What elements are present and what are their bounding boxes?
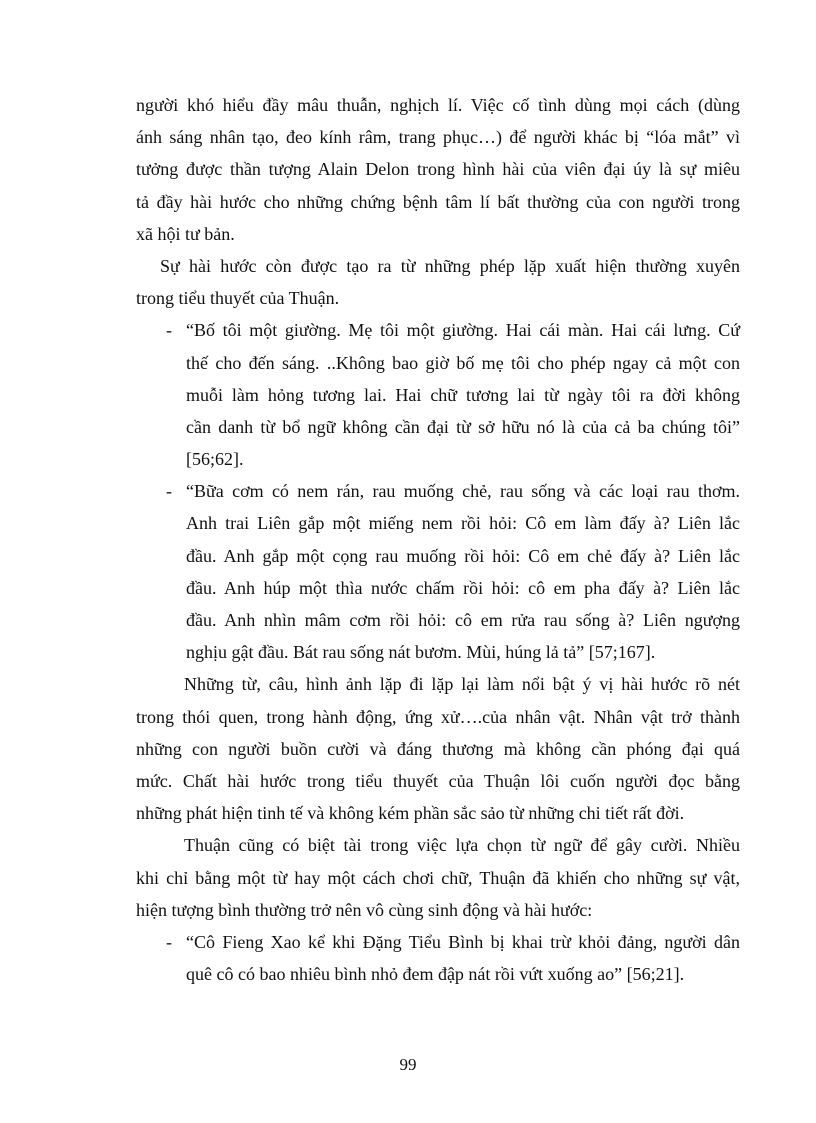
- line-text: đầu. Anh gắp một cọng rau muống rồi hỏi: Cô em chẻ đấy à? Liên lắc: [186, 545, 740, 566]
- line-text: “Bữa cơm có nem rán, rau muống chẻ, rau sống và các loại rau thơm.: [186, 481, 740, 502]
- text-line: [136, 829, 740, 861]
- line-text: quê cô có bao nhiêu bình nhỏ đem đập nát rồi vứt xuống ao” [56;21].: [186, 964, 685, 985]
- line-text: trong thói quen, trong hành động, ứng xử….của nhân vật. Nhân vật trở thành: [136, 706, 740, 727]
- bullet-line: [136, 443, 740, 475]
- bullet-line: [136, 411, 740, 443]
- text-line: [136, 797, 740, 829]
- line-text: đầu. Anh húp một thìa nước chấm rồi hỏi: cô em pha đấy à? Liên lắc: [186, 577, 740, 598]
- line-text: “Cô Fieng Xao kể khi Đặng Tiểu Bình bị khai trừ khỏi đảng, người dân: [186, 931, 740, 952]
- line-text: cần danh từ bổ ngữ không cần đại từ sở hữu nó là của cả ba chúng tôi”: [186, 416, 740, 437]
- bullet-line: [136, 572, 740, 604]
- line-text: người khó hiểu đầy mâu thuẫn, nghịch lí. Việc cố tình dùng mọi cách (dùng: [136, 95, 740, 115]
- page-number: 99: [399, 1055, 417, 1074]
- line-text: Sự hài hước còn được tạo ra từ những phép lặp xuất hiện thường xuyên: [160, 255, 740, 276]
- line-text: thế cho đến sáng. ..Không bao giờ bố mẹ tôi cho phép ngay cả một con: [186, 352, 740, 373]
- bullet-line: [136, 604, 740, 636]
- text-line: [136, 186, 740, 218]
- bullet-line: [136, 636, 740, 668]
- text-line: [136, 668, 740, 700]
- line-text: đầu. Anh nhìn mâm cơm rồi hỏi: cô em rửa rau sống à? Liên ngượng: [186, 610, 740, 630]
- line-text: nghịu gật đầu. Bát rau sống nát bươm. Mùi, húng lả tả” [57;167].: [186, 642, 656, 663]
- text-line: [136, 153, 740, 185]
- text-line: [136, 250, 740, 282]
- bullet-dash: -: [166, 481, 172, 502]
- body-text: [136, 89, 740, 990]
- text-line: [136, 89, 740, 121]
- line-text: hiện tượng bình thường trở nên vô cùng sinh động và hài hước:: [136, 899, 593, 920]
- bullet-line: [136, 347, 740, 379]
- bullet-line: [136, 507, 740, 539]
- text-line: [136, 282, 740, 314]
- line-text: những con người buồn cười và đáng thương mà không cần phóng đại quá: [136, 738, 740, 759]
- line-text: những phát hiện tinh tế và không kém phần sắc sảo từ những chi tiết rất đời.: [136, 803, 685, 824]
- text-line: [136, 121, 740, 153]
- line-text: tả đầy hài hước cho những chứng bệnh tâm lí bất thường của con người trong: [136, 191, 740, 212]
- text-line: [136, 701, 740, 733]
- line-text: muỗi làm hỏng tương lai. Hai chữ tương lai từ ngày tôi ra đời không: [186, 384, 740, 405]
- line-text: mức. Chất hài hước trong tiểu thuyết của Thuận lôi cuốn người đọc bằng: [136, 770, 740, 791]
- bullet-line: [136, 475, 740, 507]
- line-text: tưởng được thần tượng Alain Delon trong hình hài của viên đại úy là sự miêu: [136, 159, 740, 180]
- text-line: [136, 862, 740, 894]
- bullet-line: [136, 926, 740, 958]
- line-text: khi chỉ bằng một từ hay một cách chơi chữ, Thuận đã khiến cho những sự vật,: [136, 867, 740, 888]
- line-text: xã hội tư bản.: [136, 223, 235, 244]
- bullet-line: [136, 540, 740, 572]
- text-line: [136, 218, 740, 250]
- line-text: Thuận cũng có biệt tài trong việc lựa chọn từ ngữ để gây cười. Nhiều: [184, 835, 740, 856]
- line-text: ánh sáng nhân tạo, đeo kính râm, trang phục…) để người khác bị “lóa mắt” vì: [136, 127, 740, 148]
- line-text: [56;62].: [186, 449, 244, 470]
- bullet-line: [136, 314, 740, 346]
- bullet-dash: -: [166, 320, 172, 341]
- text-line: [136, 733, 740, 765]
- line-text: “Bố tôi một giường. Mẹ tôi một giường. Hai cái màn. Hai cái lưng. Cứ: [186, 320, 740, 341]
- bullet-dash: -: [166, 931, 172, 952]
- text-line: [136, 765, 740, 797]
- line-text: Những từ, câu, hình ảnh lặp đi lặp lại làm nổi bật ý vị hài hước rõ nét: [184, 674, 740, 695]
- bullet-line: [136, 958, 740, 990]
- line-text: Anh trai Liên gắp một miếng nem rồi hỏi: Cô em làm đấy à? Liên lắc: [186, 513, 740, 534]
- text-line: [136, 894, 740, 926]
- bullet-line: [136, 379, 740, 411]
- line-text: trong tiểu thuyết của Thuận.: [136, 288, 340, 309]
